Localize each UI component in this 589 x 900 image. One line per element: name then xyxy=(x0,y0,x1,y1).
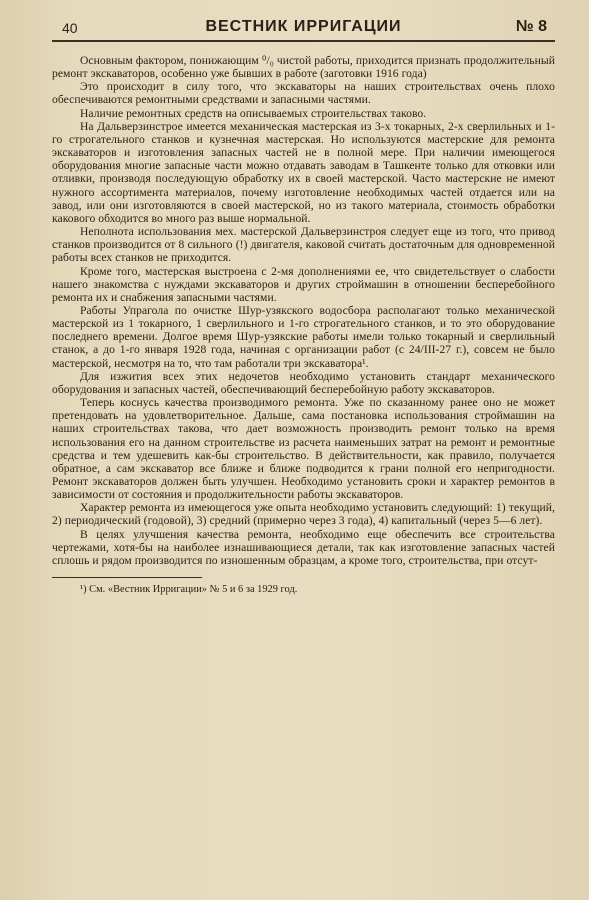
article-body xyxy=(52,54,555,567)
paragraph: Основным фактором, понижающим ⁰/₀ чистой работы, приходится признать продолжительный ремонт экскаваторов, особенно уже бывших в работе (заготовки 1916 года) xyxy=(52,54,555,81)
page-header xyxy=(52,14,555,38)
paragraph: Характер ремонта из имеющегося уже опыта необходимо установить следующий: 1) текущий, 2) периодический (годовой), 3) средний (примерно через 3 года), 4) капитальный (через 5—6 лет). xyxy=(52,501,555,528)
page-number: 40 xyxy=(62,20,78,36)
paragraph: Неполнота использования мех. мастерской Дальверзинстроя следует еще из того, что привод станков производится от 8 сильного (!) двигателя, каковой считать достаточным для одновременной работы всех станков не приходится. xyxy=(52,225,555,265)
header-rule xyxy=(52,40,555,42)
paragraph: Кроме того, мастерская выстроена с 2-мя дополнениями ее, что свидетельствует о слабости нашего знакомства с нуждами экскаваторов и других строймашин в отношении бесперебойного ремонта их и снабжения запасными частями. xyxy=(52,264,555,304)
paragraph: Для изжития всех этих недочетов необходимо установить стандарт механического оборудования и запасных частей, обеспечивающий бесперебойную работу экскаваторов. xyxy=(52,369,555,396)
footnote: ¹) См. «Вестник Ирригации» № 5 и 6 за 1929 год. xyxy=(80,584,298,596)
journal-title: ВЕСТНИК ИРРИГАЦИИ xyxy=(205,18,402,35)
paragraph: В целях улучшения качества ремонта, необходимо еще обеспечить все строительства чертежами, хотя-бы на наиболее изнашивающиеся детали, так как изготовление запасных частей сплошь и рядом производится по изношенным образцам, а кроме того, строительства, при отсут- xyxy=(52,527,555,567)
paragraph: Работы Упрагола по очистке Шур-узякского водосбора располагают только механической мастерской из 1 токарного, 1 сверлильного и 1-го строгательного станков, и то это оборудование последнего времени. Долгое время Шур-узякские работы имели только токарный и сверлильный станок, а до 1-го января 1928 года, начиная с организации работ (с 24/III-27 г.), совсем не было мастерской, несмотря на то, что там работали три экскаватора¹. xyxy=(52,303,555,370)
paragraph: На Дальверзинстрое имеется механическая мастерская из 3-х токарных, 2-х сверлильных и 1-го строгательного станков и кузнечная мастерская. Но используются мастерские для ремонта экскаваторов и изготовления запасных частей не в полной мере. При наличии имеющегося оборудования многие запасные части можно отдавать заводам в Ташкенте только для отковки или отливки, производя последующую обработку их в своей мастерской. Часто мастерские не имеют нужного ассортимента материалов, почему изготовление необходимых частей отдается или на завод, или они изготовляются в своей мастерской, но из такого материала, стоимость обработки какового обходится во много раз выше нормальной. xyxy=(52,119,555,225)
footnote-rule xyxy=(52,577,202,578)
issue-number: № 8 xyxy=(515,18,547,35)
paragraph: Это происходит в силу того, что экскаваторы на наших строительствах очень плохо обеспечиваются ремонтными средствами и запасными частями. xyxy=(52,80,555,107)
paragraph: Теперь коснусь качества производимого ремонта. Уже по сказанному ранее оно не может претендовать на удовлетворительное. Дальше, сама постановка использования строймашин на наших строительствах такова, что дает возможность производить ремонт только на время использования его на данном строительстве из расчета наименьших затрат на ремонт и ремонтные средства и тем удешевить как-бы строительство. В действительности, как правило, получается обратное, а сам экскаватор все ближе и ближе подводится к грани полной его непригодности. Ремонт экскаваторов должен быть улучшен. Необходимо установить сроки и характер ремонтов в зависимости от состояния и продолжительности работы экскаваторов. xyxy=(52,396,555,502)
paragraph: Наличие ремонтных средств на описываемых строительствах таково. xyxy=(80,106,427,120)
